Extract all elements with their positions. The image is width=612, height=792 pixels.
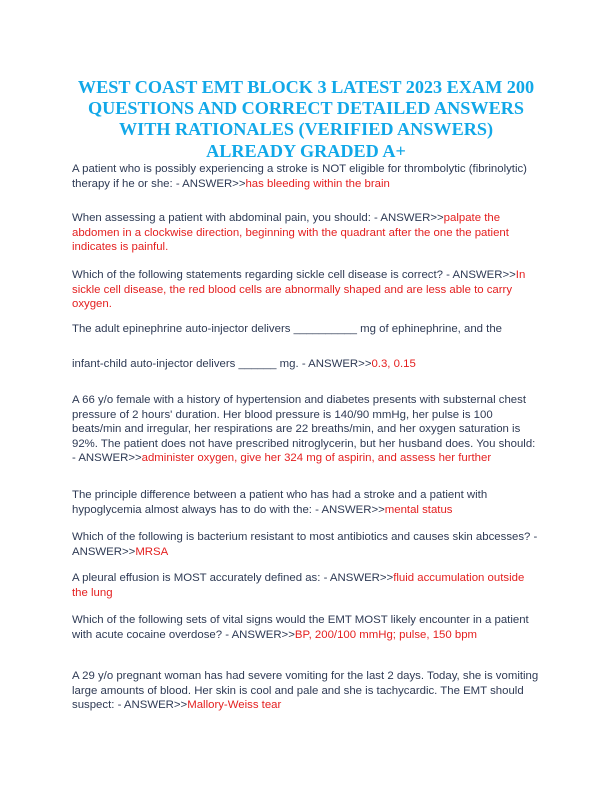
qa-item: [72, 613, 542, 642]
question-text: When assessing a patient with abdominal pain, you should: - ANSWER>>: [72, 212, 444, 224]
answer-text: MRSA: [135, 545, 169, 558]
question-text: The principle difference between a patient who has had a stroke and a patient with hypoglycemia almost always has to do with the: - ANSWER>>: [72, 489, 488, 516]
question-text: A 29 y/o pregnant woman has had severe vomiting for the last 2 days. Today, she is vomiting large amounts of blood. Her skin is cool and pale and she is tachycardic. The EMT should suspect: - ANSWER>>: [72, 670, 539, 712]
qa-item: [72, 530, 542, 559]
title-line: QUESTIONS AND CORRECT DETAILED ANSWERS: [88, 98, 524, 119]
answer-text: has bleeding within the brain: [245, 177, 390, 190]
question-text: Which of the following is bacterium resistant to most antibiotics and causes skin abcesses? - ANSWER>>: [72, 531, 538, 558]
answer-text: mental status: [384, 503, 453, 516]
answer-text: BP, 200/100 mmHg; pulse, 150 bpm: [294, 628, 478, 641]
document-title: [60, 77, 552, 162]
qa-item: [72, 357, 542, 372]
question-text: A patient who is possibly experiencing a stroke is NOT eligible for thrombolytic (fibrinolytic) therapy if he or she: - ANSWER>>: [72, 163, 527, 190]
title-line: WEST COAST EMT BLOCK 3 LATEST 2023 EXAM 200: [77, 77, 535, 97]
question-text: The adult epinephrine auto-injector delivers __________ mg of ephinephrine, and the: [72, 323, 502, 335]
qa-item: [72, 322, 542, 337]
qa-item: [72, 268, 542, 312]
answer-text: palpate the abdomen in a clockwise direction, beginning with the quadrant after the one the patient indicates is painful.: [72, 212, 509, 254]
question-text: Which of the following sets of vital signs would the EMT MOST likely encounter in a patient with acute cocaine overdose? - ANSWER>>: [72, 614, 529, 641]
answer-text: administer oxygen, give her 324 mg of aspirin, and assess her further: [141, 452, 492, 465]
title-line: WITH RATIONALES (VERIFIED ANSWERS): [118, 119, 494, 140]
answer-text: fluid accumulation outside the lung: [72, 572, 525, 599]
qa-item: [72, 669, 542, 713]
question-text: A pleural effusion is MOST accurately defined as: - ANSWER>>: [72, 572, 394, 584]
qa-item: [72, 488, 542, 517]
qa-item: [72, 162, 542, 191]
qa-item: [72, 211, 542, 255]
question-text: A 66 y/o female with a history of hypertension and diabetes presents with substernal chest pressure of 2 hours' duration. Her blood pressure is 140/90 mmHg, her pulse is 100 beats/min and irregular, her respirations are 22 breaths/min, and her oxygen saturation is 92%. The patient does not have prescribed nitroglycerin, but her husband does. You should: - ANSWER>>: [72, 394, 536, 465]
question-text: Which of the following statements regarding sickle cell disease is correct? - ANSWER>>: [72, 269, 516, 281]
answer-text: 0.3, 0.15: [371, 358, 416, 370]
title-line: ALREADY GRADED A+: [206, 140, 406, 161]
answer-text: In sickle cell disease, the red blood cells are abnormally shaped and are less able to carry oxygen.: [72, 269, 526, 311]
qa-item: [72, 571, 542, 600]
qa-item: [72, 393, 542, 466]
answer-text: Mallory-Weiss tear: [187, 699, 282, 712]
question-text: infant-child auto-injector delivers ______ mg. - ANSWER>>: [72, 358, 372, 370]
